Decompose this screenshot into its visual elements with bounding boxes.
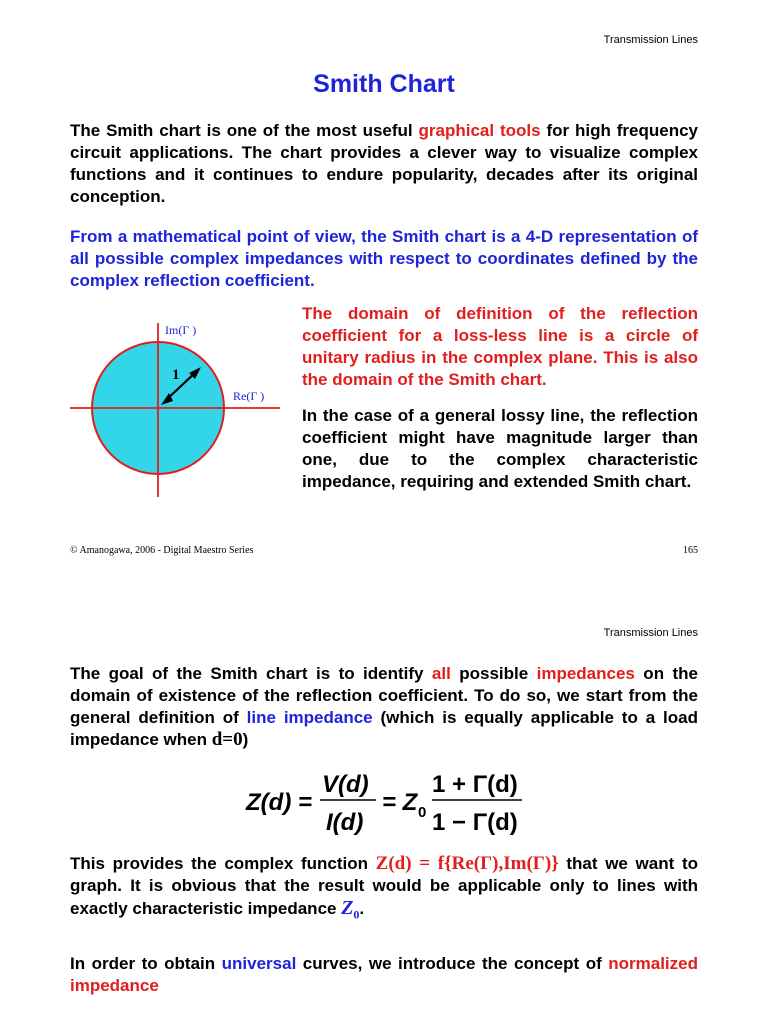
radius-label: 1 [172,367,180,383]
line-impedance-highlight: line impedance [246,708,373,727]
complex-function-expression: Z(d) = f{Re(Γ),Im(Γ)} [375,853,559,874]
page2-header: Transmission Lines [603,627,698,639]
goal-text-e: ) [242,730,249,749]
all-highlight: all [431,664,451,683]
intro-paragraph [70,120,698,208]
d-zero-condition: d=0 [211,729,243,750]
impedance-equation [240,766,540,838]
normalized-impedance-paragraph [70,953,698,997]
complex-function-paragraph [70,853,698,925]
footer-page-number: 165 [683,545,698,556]
intro-text-a: The Smith chart is one of the most useful [70,121,419,140]
equation-numerator-voltage: V(d) [322,771,369,798]
intro-text-b: for high frequency circuit applications. The chart provides a clever way to visualize complex functions and it continues to endure popularity, decades after its original conception. [70,121,698,206]
normalized-impedance-highlight: normalized impedance [70,954,698,995]
function-text-b: that we want to graph. It is obvious that the result would be applicable only to lines with exactly characteristic impedance [70,854,698,918]
im-axis-label: Im(Γ ) [165,323,197,337]
normalized-text-a: In order to obtain [70,954,222,973]
equation-denominator-current: I(d) [326,809,364,836]
unit-circle-figure [65,315,290,500]
goal-text-b: possible [450,664,537,683]
equation-numerator-gamma: 1 + Γ(d) [432,771,518,798]
normalized-text-b: curves, we introduce the concept of [296,954,609,973]
goal-text-c: on the domain of existence of the reflection coefficient. To do so, we start from the general definition of [70,664,698,727]
equation-z0: = Z [382,789,418,816]
graphical-tools-highlight: graphical tools [418,121,541,140]
goal-text-d: (which is equally applicable to a load impedance when [70,708,698,749]
z0-subscript: 0 [353,907,360,922]
equation-z0-subscript: 0 [418,804,427,821]
math-view-paragraph: From a mathematical point of view, the Smith chart is a 4-D representation of all possible complex impedances with respect to coordinates defined by the complex reflection coefficient. [70,227,698,290]
domain-paragraph: The domain of definition of the reflection coefficient for a loss-less line is a circle of unitary radius in the complex plane. This is also the domain of the Smith chart. [302,304,698,389]
function-text-c: . [359,899,365,918]
goal-paragraph [70,663,698,751]
function-text-a: This provides the complex function [70,854,376,873]
page-title: Smith Chart [313,70,455,98]
lossy-line-paragraph: In the case of a general lossy line, the reflection coefficient might have magnitude larger than one, due to the complex characteristic impedance, requiring and extended Smith chart. [302,406,698,491]
footer-copyright: © Amanogawa, 2006 - Digital Maestro Series [70,545,254,556]
page-header: Transmission Lines [603,34,698,46]
goal-text-a: The goal of the Smith chart is to identify [70,664,432,683]
equation-lhs: Z(d) = [246,789,312,816]
z0-symbol: Z [341,897,354,919]
universal-highlight: universal [221,954,297,973]
re-axis-label: Re(Γ ) [233,389,265,403]
equation-denominator-gamma: 1 − Γ(d) [432,809,518,836]
impedances-highlight: impedances [536,664,635,683]
